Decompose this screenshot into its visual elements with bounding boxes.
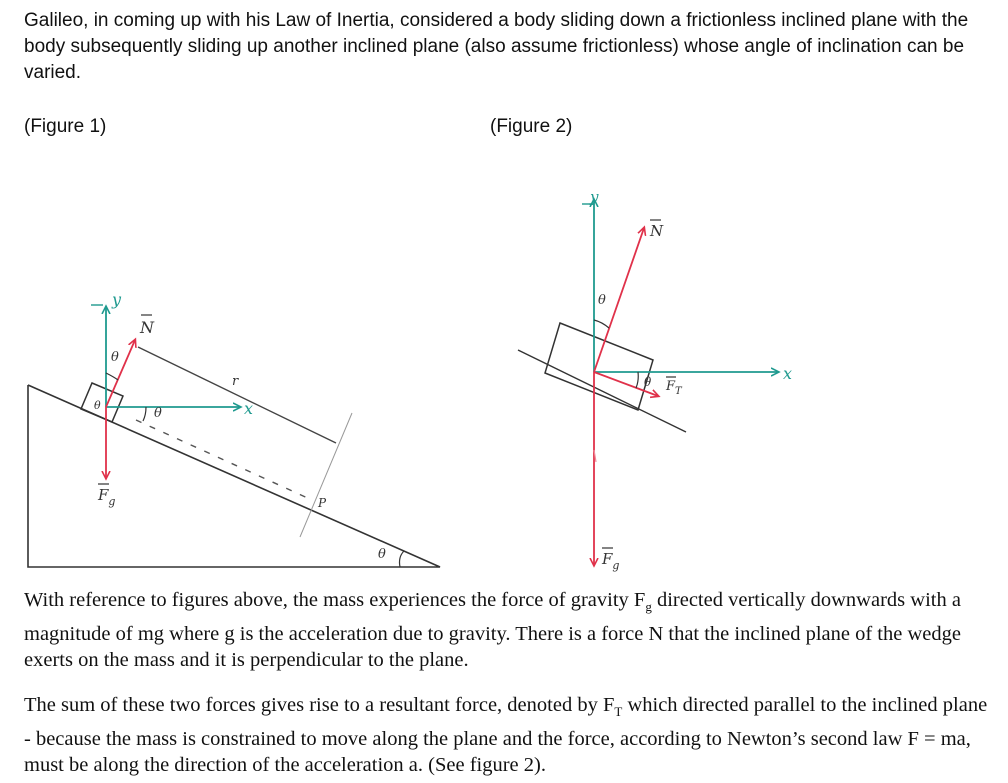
theta-left-label: θ [94, 399, 101, 412]
theta-mid-label: θ [154, 406, 162, 421]
normal-force-label: N [650, 222, 664, 240]
y-axis-label: y [590, 188, 599, 206]
angle-arc-top [106, 373, 118, 380]
incline-line [518, 350, 686, 432]
paragraph-gravity-normal: With reference to figures above, the mass experiences the force of gravity $F_g$ directed vertically downwards with a magnitude of mg where g is the acceleration due to gravity. There is a force N that the inclined plane of the wedge exerts on the mass and it is perpendicular to the plane. [24, 589, 961, 672]
gravity-force-label: $F_g$ [98, 486, 116, 508]
resultant-force-label: $F_T$ [666, 379, 682, 397]
angle-arc-box [636, 372, 638, 388]
theta-top-label: θ [111, 350, 119, 365]
perpendicular-guide [300, 413, 352, 537]
angle-arc-base [400, 551, 405, 567]
block [545, 323, 653, 410]
incline-line-upper [138, 347, 336, 443]
block [81, 383, 123, 422]
normal-force-label: N [140, 318, 154, 337]
figure-2-label: (Figure 2) [490, 116, 573, 137]
intro-text: Galileo, in coming up with his Law of Inertia, considered a body sliding down a frictionless inclined plane with the body subsequently sliding up another inclined plane (also assume frictionless) whose angle of inclination can be varied. [24, 10, 969, 83]
point-p-label: P [318, 496, 327, 510]
mark-r-label: r [232, 374, 239, 389]
dashed-guide [136, 420, 312, 500]
figure-1-diagram [0, 285, 470, 585]
paragraph-resultant: The sum of these two forces gives rise to a resultant force, denoted by $F_T$ which directed parallel to the inclined plane - because the mass is constrained to move along the plane and the force, according to Newton’s second law F = ma, must be along the direction of the acceleration a. (See figure 2). [24, 694, 988, 777]
angle-arc-top [594, 320, 609, 328]
y-axis-label: y [112, 290, 122, 309]
theta-top-label: θ [598, 293, 606, 308]
gravity-force-label: $F_g$ [602, 550, 620, 572]
x-axis-label: x [244, 399, 254, 418]
theta-box-label: θ [644, 375, 652, 389]
x-axis-label: x [783, 364, 793, 383]
figure-2-diagram [478, 180, 818, 580]
angle-arc-mid [143, 407, 146, 421]
theta-base-label: θ [378, 547, 386, 562]
figure-1-label: (Figure 1) [24, 116, 107, 137]
